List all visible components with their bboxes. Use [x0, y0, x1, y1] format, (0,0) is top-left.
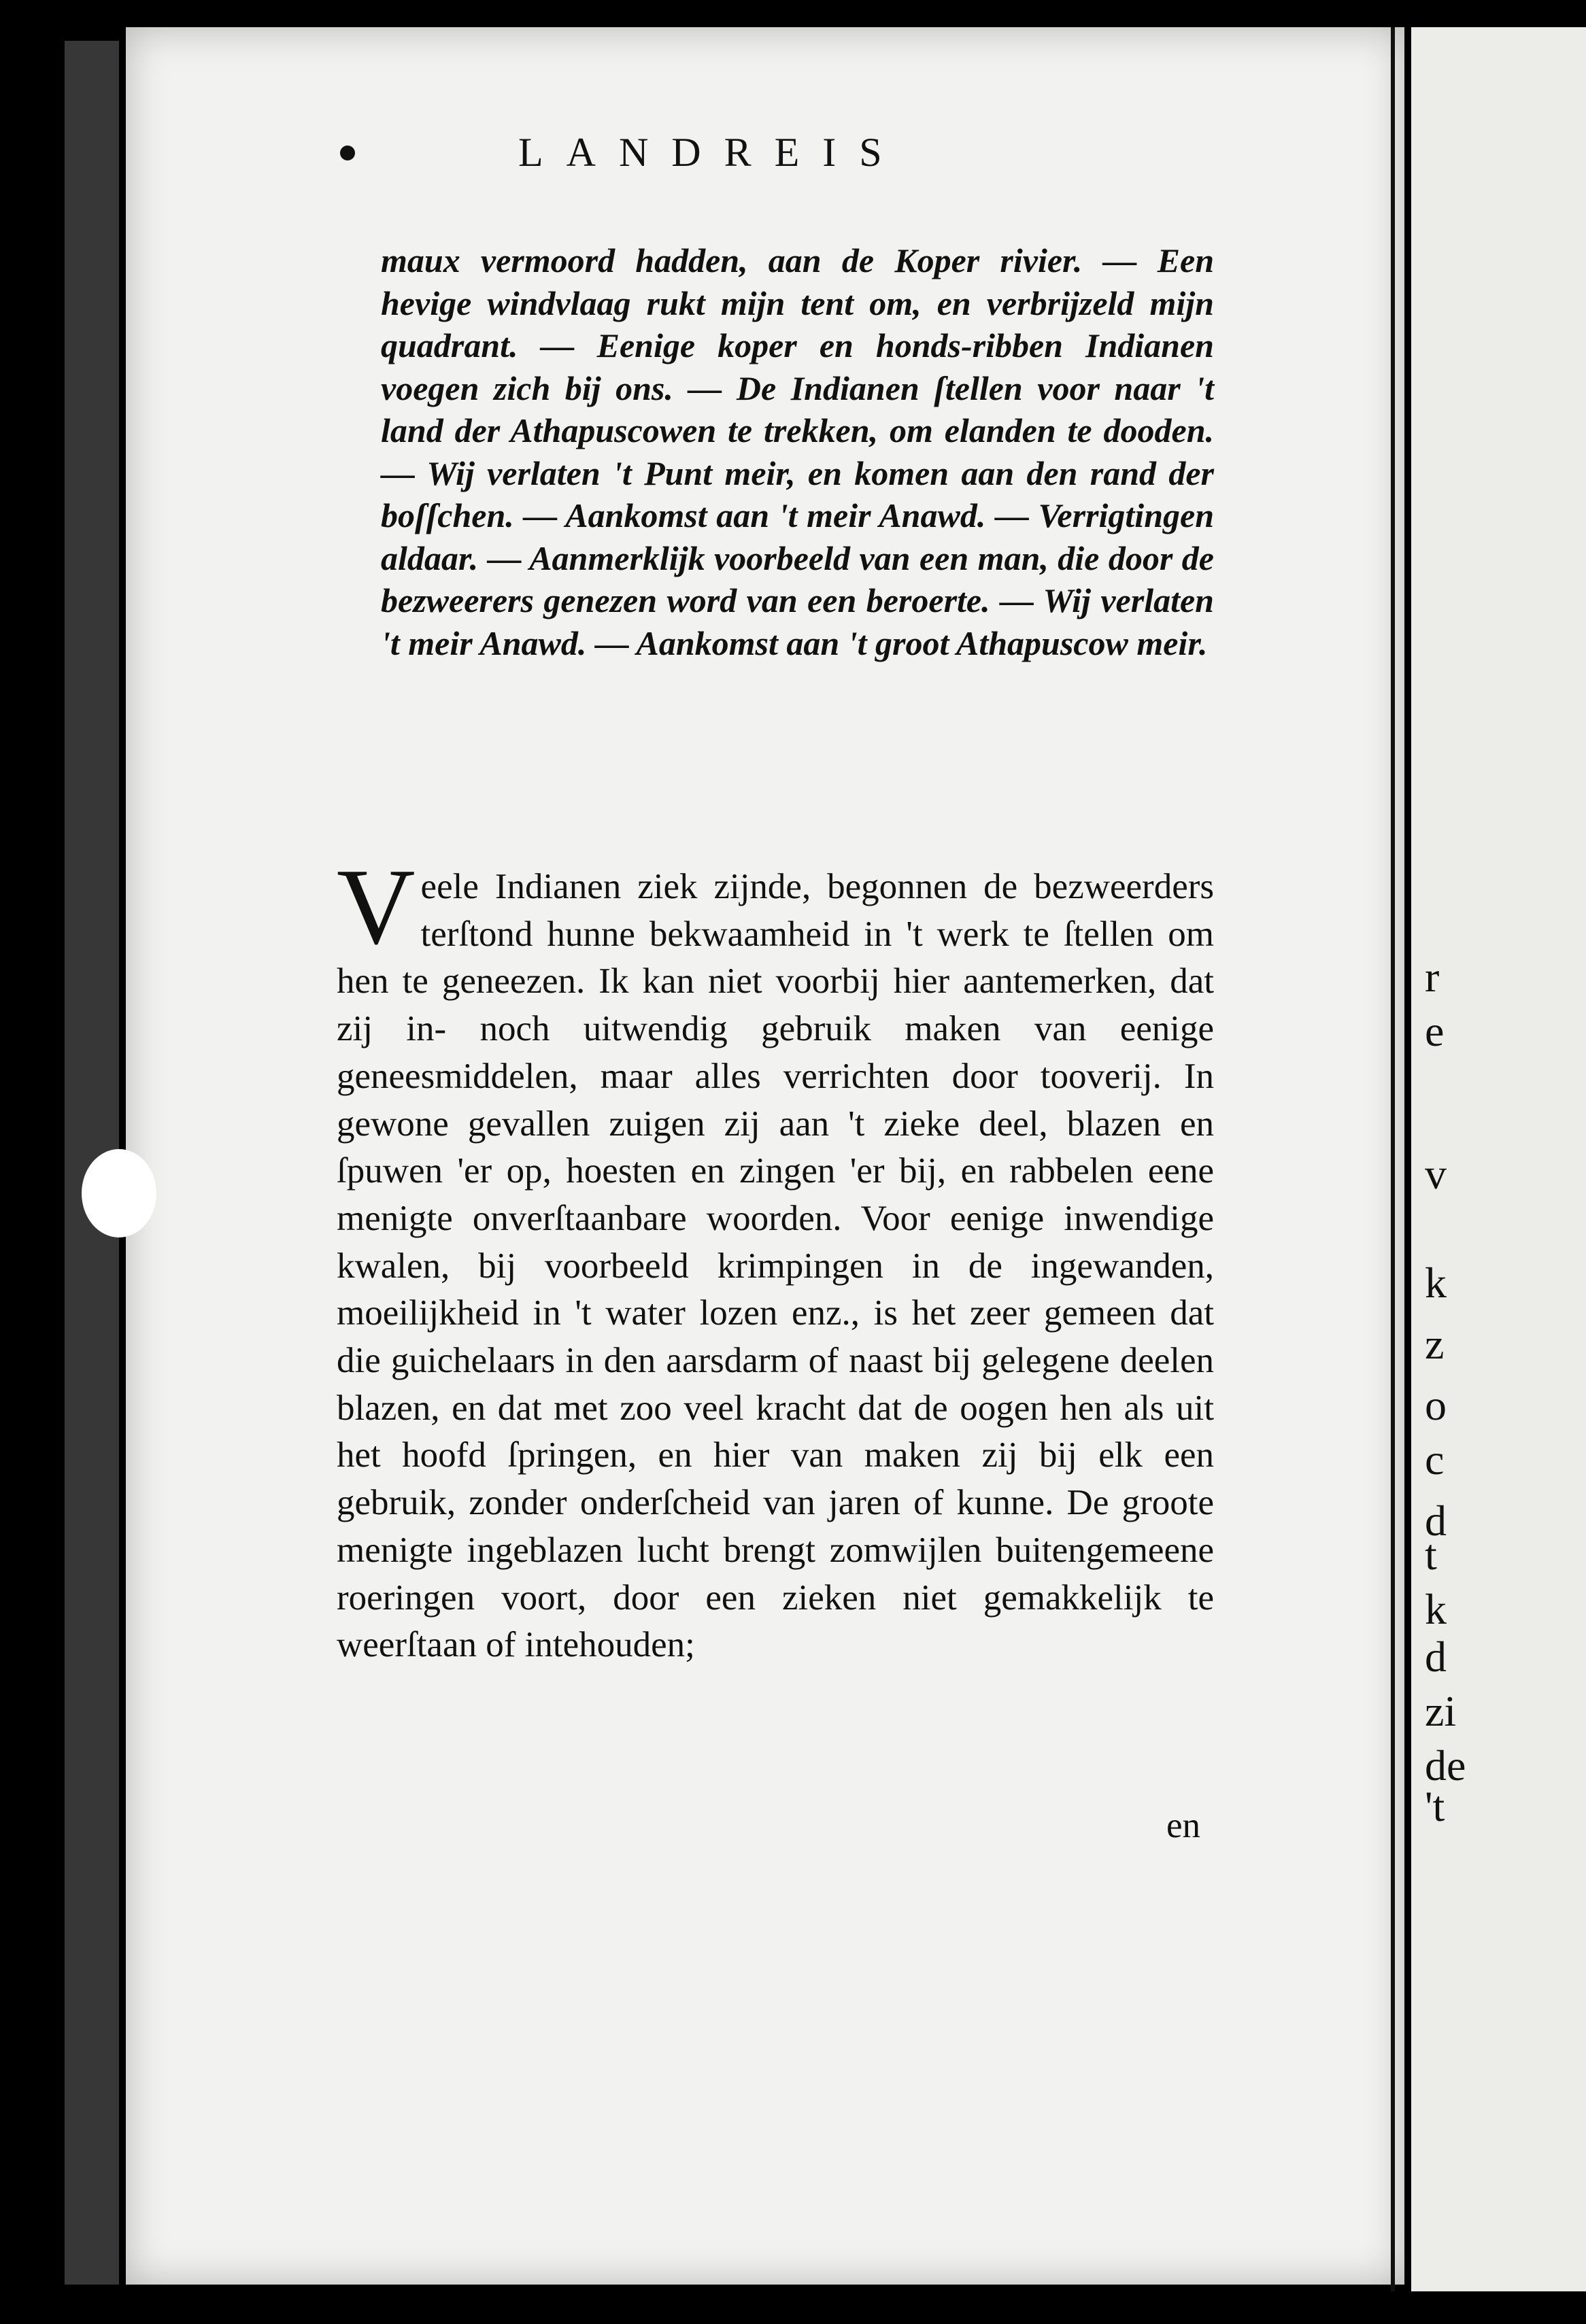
next-page-fragment: k	[1425, 1585, 1447, 1633]
next-page-fragment: zi	[1425, 1687, 1457, 1735]
drop-capital: V	[337, 846, 416, 967]
body-text: eele Indianen ziek zijnde, begonnen de bezweerders terſtond hunne bekwaamheid in 't werk te ſtellen om hen te geneezen. Ik kan niet voorbij hier aantemerken, dat zij in- noch uitwendig gebruik maken van eenige geneesmiddelen, maar alles verrichten door tooverij. In gewone gevallen zuigen zij aan 't zieke deel, blazen en ſpuwen 'er op, hoesten en zingen 'er bij, en rabbelen eene menigte onverſtaanbare woorden. Voor eenige inwendige kwalen, bij voorbeeld krimpingen in de ingewanden, moeilijkheid in 't water lozen enz., is het zeer gemeen dat die guichelaars in den aarsdarm of naast bij gelegene deelen blazen, en dat met zoo veel kracht dat de oogen hen als uit het hoofd ſpringen, en hier van maken zij bij elk een gebruik, zonder onderſcheid van jaren of kunne. De groote menigte ingeblazen lucht brengt zomwijlen buitengemeene roeringen voort, door een zieken niet gemakkelijk te weerſtaan of intehouden;	[337, 867, 1214, 1665]
next-page-fragment: t	[1425, 1531, 1437, 1579]
body-paragraph	[337, 846, 1214, 1669]
next-page-fragment: de	[1425, 1741, 1466, 1790]
next-page-fragment: r	[1425, 953, 1440, 1001]
page-gutter	[1391, 27, 1395, 2291]
next-page-fragment: o	[1425, 1381, 1447, 1429]
running-header	[340, 129, 1088, 176]
next-page-fragment: k	[1425, 1259, 1447, 1307]
next-page-fragment: z	[1425, 1320, 1445, 1368]
chapter-summary: maux vermoord hadden, aan de Koper rivier. — Een hevige windvlaag rukt mijn tent om, en verbrijzeld mijn quadrant. — Eenige koper en honds-ribben Indianen voegen zich bij ons. — De Indianen ſtellen voor naar 't land der Athapuscowen te trekken, om elanden te dooden. — Wij verlaten 't Punt meir, en komen aan den rand der boſſchen. — Aankomst aan 't meir Anawd. — Verrigtingen aldaar. — Aanmerklijk voorbeeld van een man, die door de bezweerers genezen word van een beroerte. — Wij verlaten 't meir Anawd. — Aankomst aan 't groot Athapuscow meir.	[381, 241, 1214, 662]
next-page-fragment: d	[1425, 1497, 1447, 1545]
running-title: LANDREIS	[518, 130, 905, 175]
paper-stain	[82, 1149, 156, 1237]
next-page-fragment: v	[1425, 1150, 1447, 1198]
catchword: en	[1166, 1806, 1201, 1845]
next-leaf-edge	[1411, 27, 1586, 2291]
next-page-fragment: 't	[1425, 1782, 1445, 1830]
next-page-fragment: d	[1425, 1633, 1447, 1681]
header-ornament	[340, 146, 355, 160]
next-page-fragment: e	[1425, 1007, 1445, 1055]
next-page-fragment: c	[1425, 1435, 1445, 1484]
